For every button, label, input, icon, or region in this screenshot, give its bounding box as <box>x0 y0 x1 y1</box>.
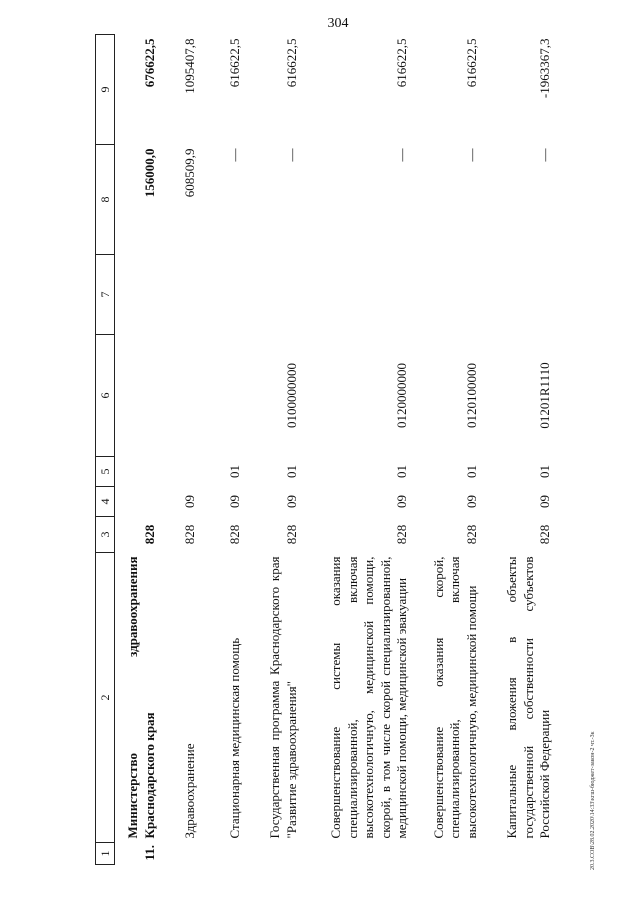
row-number <box>302 843 413 865</box>
cell-subsection: 01 <box>226 465 242 478</box>
header-cell: 5 <box>96 457 115 487</box>
cell-amount-8: — <box>463 148 479 162</box>
cell-amount-8: 156000,0 <box>141 148 157 198</box>
cell-section: 09 <box>537 495 552 508</box>
cell-target-article <box>201 335 246 457</box>
table-row <box>302 35 413 865</box>
cell-amount-8: — <box>537 148 552 162</box>
table-row <box>115 35 161 865</box>
table-row <box>201 35 246 865</box>
cell-subsection <box>160 457 201 487</box>
cell-ministry-code: 828 <box>182 524 197 545</box>
cell-amount-9: 616622,5 <box>283 38 299 88</box>
header-cell: 2 <box>96 553 115 843</box>
budget-table <box>95 34 556 865</box>
cell-amount-8: — <box>226 148 242 162</box>
cell-subsection <box>115 457 161 487</box>
table-row <box>413 35 483 865</box>
cell-expense-type <box>302 255 413 335</box>
row-name: Совершенствование оказания скорой, специализированной, включая высокотехнологичную, медицинской помощи <box>430 556 479 839</box>
row-name: Совершенствование системы оказания специализированной, включая высокотехнологичную, медицинской помощи, скорой, в том числе скорой специализированной, медицинской помощи, медицинской эвакуации <box>328 556 409 839</box>
cell-amount-8: — <box>283 148 299 162</box>
row-number: 11. <box>141 844 157 861</box>
cell-subsection: 01 <box>463 465 479 478</box>
cell-subsection: 01 <box>537 465 552 478</box>
cell-ministry-code: 828 <box>141 524 157 545</box>
cell-subsection: 01 <box>394 465 409 478</box>
row-number <box>482 843 556 865</box>
row-name: Министерство здравоохранения Краснодарского края <box>125 556 157 839</box>
cell-amount-9: 1095407,8 <box>182 38 197 94</box>
table-row <box>245 35 302 865</box>
cell-target-article: 01201R1110 <box>537 362 552 429</box>
cell-amount-9: -1963367,3 <box>537 38 552 99</box>
header-cell: 8 <box>96 145 115 255</box>
cell-target-article <box>160 335 201 457</box>
row-name: Капитальные вложения в объекты государственной собственности субъектов Российской Федерации <box>504 556 552 839</box>
header-cell: 7 <box>96 255 115 335</box>
row-name: Государственная программа Краснодарского края "Развитие здравоохранения" <box>267 556 299 839</box>
cell-target-article: 0100000000 <box>283 363 299 428</box>
cell-ministry-code: 828 <box>226 524 242 545</box>
cell-amount-9: 676622,5 <box>141 38 157 88</box>
page-number: 304 <box>327 16 349 31</box>
header-cell: 6 <box>96 335 115 457</box>
cell-section: 09 <box>394 495 409 508</box>
cell-expense-type <box>160 255 201 335</box>
cell-section: 09 <box>226 495 242 508</box>
cell-target-article: 0120000000 <box>394 363 409 428</box>
row-name: Стационарная медицинская помощь <box>226 637 242 839</box>
cell-amount-9: 616622,5 <box>463 38 479 88</box>
cell-target-article <box>115 335 161 457</box>
cell-section: 09 <box>182 495 197 508</box>
row-number <box>201 843 246 865</box>
cell-target-article: 0120100000 <box>463 363 479 428</box>
header-cell: 1 <box>96 843 115 865</box>
cell-expense-type <box>245 255 302 335</box>
row-number <box>160 843 201 865</box>
table-row <box>482 35 556 865</box>
header-cell: 4 <box>96 487 115 517</box>
file-stamp: 20.3.СОВ\28.02.2020\14:33\кгш-бюджет-закон-2 чт.-3к <box>590 731 596 870</box>
cell-expense-type <box>413 255 483 335</box>
header-cell: 9 <box>96 35 115 145</box>
cell-amount-9: 616622,5 <box>226 38 242 88</box>
cell-ministry-code: 828 <box>394 524 409 545</box>
cell-ministry-code: 828 <box>283 524 299 545</box>
cell-ministry-code: 828 <box>463 524 479 545</box>
cell-section: 09 <box>283 495 299 508</box>
table-row <box>160 35 201 865</box>
cell-section <box>115 487 161 517</box>
cell-amount-8: 608509,9 <box>182 148 197 198</box>
cell-expense-type <box>201 255 246 335</box>
cell-amount-9: 616622,5 <box>394 38 409 88</box>
cell-expense-type <box>482 255 556 335</box>
cell-ministry-code: 828 <box>537 524 552 545</box>
row-number <box>245 843 302 865</box>
row-name: Здравоохранение <box>182 743 197 839</box>
cell-expense-type <box>115 255 161 335</box>
cell-section: 09 <box>463 495 479 508</box>
cell-amount-8: — <box>394 148 409 162</box>
cell-subsection: 01 <box>283 465 299 478</box>
header-row <box>96 35 115 865</box>
row-number <box>413 843 483 865</box>
budget-table-rotated <box>95 35 635 865</box>
header-cell: 3 <box>96 517 115 553</box>
